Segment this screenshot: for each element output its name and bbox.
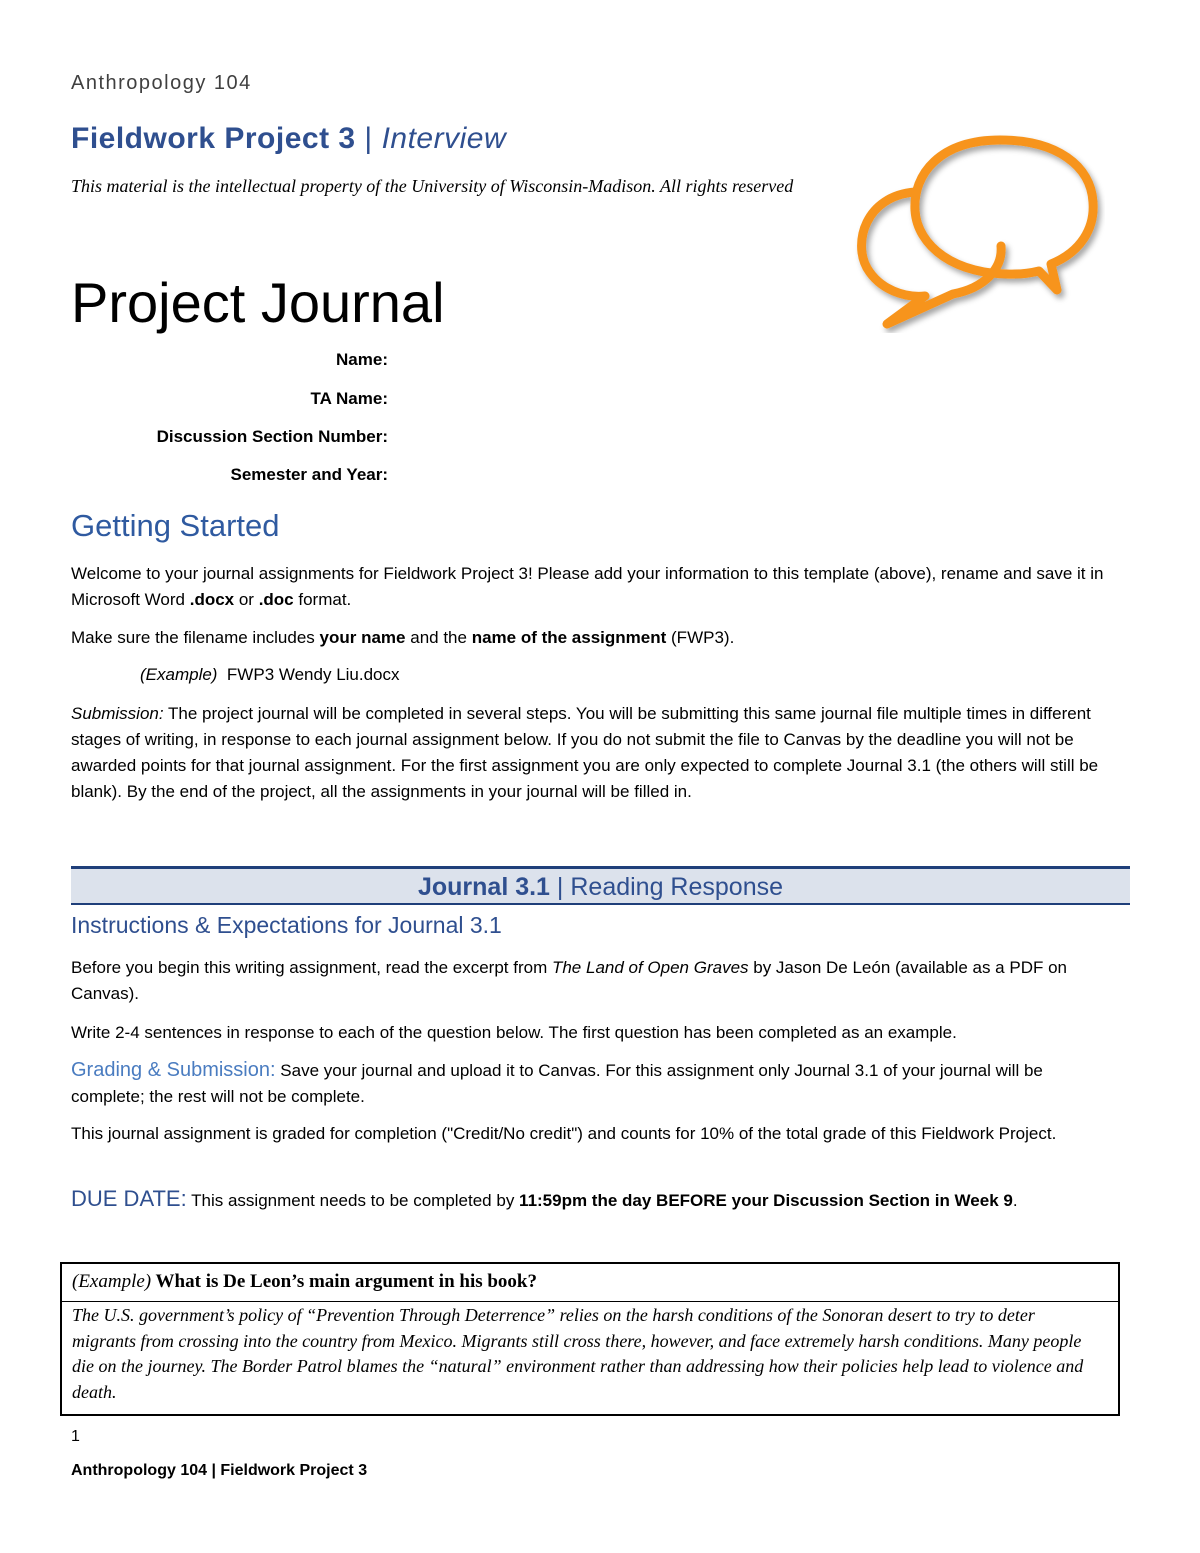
page-title: Project Journal bbox=[71, 271, 445, 334]
welcome-paragraph: Welcome to your journal assignments for Fieldwork Project 3! Please add your information to this template (above), rename and save it in Microsoft Word .docx or .doc format. bbox=[71, 564, 1104, 609]
book-title: The Land of Open Graves bbox=[551, 958, 749, 977]
example-filename: FWP3 Wendy Liu.docx bbox=[226, 665, 400, 684]
page-footer: Anthropology 104 | Fieldwork Project 3 bbox=[71, 1462, 368, 1479]
instructions-heading: Instructions & Expectations for Journal 3.1 bbox=[71, 912, 502, 938]
grading-paragraph: Grading & Submission: Save your journal and upload it to Canvas. For this assignment only Journal 3.1 of your journal will be complete; the rest will not be complete. bbox=[71, 1059, 1043, 1106]
reading-paragraph: Before you begin this writing assignment, read the excerpt from The Land of Open Graves by Jason De León (available as a PDF on Canvas). bbox=[71, 958, 1067, 1003]
getting-started-heading: Getting Started bbox=[71, 508, 280, 543]
project-title-bold: Fieldwork Project 3 bbox=[71, 122, 356, 155]
example-question-box bbox=[60, 1262, 1120, 1416]
example-answer: The U.S. government’s policy of “Prevention Through Deterrence” relies on the harsh conditions of the Sonoran desert to try to deter migrants from crossing into the country from Mexico. Migrants still cross there, however, and face extremely harsh conditions. Many people die on the journey. The Border Patrol blames the “natural” environment rather than addressing how their policies help lead to violence and death. bbox=[72, 1305, 1084, 1402]
banner-journal-title: Reading Response bbox=[570, 873, 784, 901]
submission-paragraph: Submission: The project journal will be completed in several steps. You will be submitting this same journal file multiple times in different stages of writing, in response to each journal assignment below. If you do not submit the file to Canvas by the deadline you will not be awarded points for that journal assignment. For the first assignment you are only expected to complete Journal 3.1 (the others will still be blank). By the end of the project, all the assignments in your journal will be filled in. bbox=[71, 704, 1099, 801]
ta-name-label: TA Name: bbox=[310, 389, 388, 408]
example-label: (Example) bbox=[140, 665, 218, 684]
copyright-notice: This material is the intellectual property of the University of Wisconsin-Madison. All rights reserved bbox=[71, 176, 794, 196]
filename-paragraph: Make sure the filename includes your name and the name of the assignment (FWP3). bbox=[71, 628, 735, 647]
project-type: Interview bbox=[381, 122, 507, 155]
title-separator: | bbox=[355, 122, 382, 155]
journal-banner: Journal 3.1 | Reading Response bbox=[71, 866, 1130, 905]
discussion-section-label: Discussion Section Number: bbox=[156, 427, 388, 446]
due-date-label: DUE DATE: bbox=[71, 1186, 187, 1211]
due-date-paragraph: DUE DATE: This assignment needs to be completed by 11:59pm the day BEFORE your Discussion Section in Week 9. bbox=[71, 1186, 1018, 1211]
speech-bubbles-icon bbox=[845, 128, 1105, 333]
name-label: Name: bbox=[336, 350, 388, 369]
semester-year-label: Semester and Year: bbox=[230, 465, 388, 484]
banner-journal-number: Journal 3.1 bbox=[417, 873, 550, 901]
project-title bbox=[71, 122, 506, 156]
write-paragraph: Write 2-4 sentences in response to each of the question below. The first question has been completed as an example. bbox=[71, 1023, 957, 1042]
filename-example bbox=[140, 665, 400, 685]
example-question: (Example) What is De Leon’s main argument in his book? bbox=[62, 1264, 1118, 1302]
grading-label: Grading & Submission: bbox=[71, 1059, 276, 1081]
completion-paragraph: This journal assignment is graded for completion ("Credit/No credit") and counts for 10% of the total grade of this Fieldwork Project. bbox=[71, 1124, 1057, 1143]
page-number: 1 bbox=[71, 1428, 80, 1445]
course-name: Anthropology 104 bbox=[71, 72, 252, 94]
